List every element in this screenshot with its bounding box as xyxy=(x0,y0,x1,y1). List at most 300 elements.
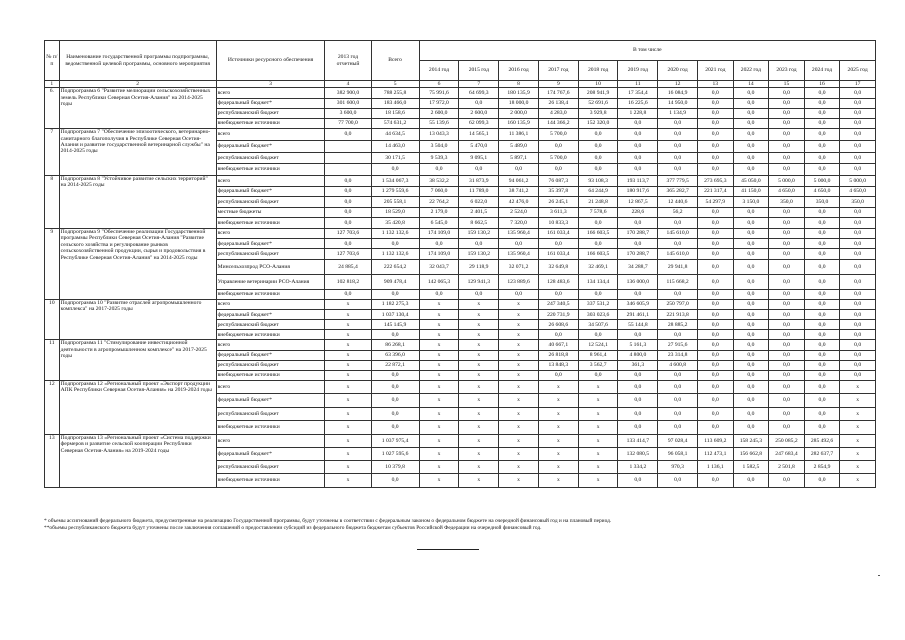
amount-cell: 123 889,6 xyxy=(499,274,539,289)
amount-cell: x xyxy=(419,330,459,340)
amount-cell: 1 132 132,6 xyxy=(371,228,419,238)
amount-cell: x xyxy=(538,448,578,461)
amount-cell: 1 334,2 xyxy=(618,461,658,474)
amount-cell: 17 972,0 xyxy=(419,98,459,108)
amount-cell: 0,0 xyxy=(804,249,840,259)
funding-source: республиканский бюджет xyxy=(216,320,325,330)
amount-cell: 0,0 xyxy=(769,274,805,289)
amount-cell: 0,0 xyxy=(618,394,658,408)
amount-cell: x xyxy=(325,394,371,408)
amount-cell: 0,0 xyxy=(658,474,698,487)
program-number: 6. xyxy=(45,88,60,129)
amount-cell: x xyxy=(538,407,578,421)
funding-source: внебюджетные источники xyxy=(216,218,325,229)
amount-cell: x xyxy=(325,370,371,380)
amount-cell: 0,0 xyxy=(733,88,769,98)
amount-cell: x xyxy=(578,421,618,435)
amount-cell: 0,0 xyxy=(733,320,769,330)
amount-cell: 156 662,8 xyxy=(733,448,769,461)
amount-cell: 0,0 xyxy=(733,360,769,370)
amount-cell: 0,0 xyxy=(618,407,658,421)
amount-cell: 250 085,2 xyxy=(769,434,805,447)
amount-cell: 282 637,7 xyxy=(804,448,840,461)
amount-cell: 2 179,0 xyxy=(419,207,459,218)
amount-cell: 0,0 xyxy=(804,228,840,238)
amount-cell: x xyxy=(538,421,578,435)
amount-cell: 361,3 xyxy=(618,360,658,370)
program-number: 7 xyxy=(45,129,60,176)
amount-cell: 7 060,0 xyxy=(419,186,459,197)
amount-cell: 113 609,2 xyxy=(698,434,734,447)
amount-cell: 0,0 xyxy=(804,207,840,218)
amount-cell: x xyxy=(325,421,371,435)
amount-cell: 0,0 xyxy=(578,370,618,380)
amount-cell: 9 095,1 xyxy=(459,152,499,164)
header-program-name: Наименование государственной программы подпрограммы, ведомственной целевой программы, основного мероприятия xyxy=(59,41,216,81)
amount-cell: x xyxy=(419,360,459,370)
program-name: Подпрограмма 9 "Обеспечение реализации Государственной программы Республики Северная Осетия-Алания "Развитие сельского хозяйства и регулирование рынков сельскохозяйственной продукции, сырья и продовольствия в Республике Северная Осетия-Алания" на 2014-2025 годы xyxy=(59,228,216,299)
amount-cell: 5 489,0 xyxy=(499,140,539,152)
amount-cell: 180 135,9 xyxy=(499,88,539,98)
budget-table xyxy=(44,40,876,488)
header-total: Всего xyxy=(371,41,419,81)
amount-cell: 0,0 xyxy=(419,164,459,176)
amount-cell: 3 600,0 xyxy=(325,108,371,118)
amount-cell: 32 649,8 xyxy=(538,259,578,274)
amount-cell: 0,0 xyxy=(698,370,734,380)
amount-cell: x xyxy=(578,474,618,487)
amount-cell: 26 245,1 xyxy=(538,197,578,208)
amount-cell: 0,0 xyxy=(769,88,805,98)
amount-cell: 0,0 xyxy=(804,360,840,370)
amount-cell: 0,0 xyxy=(371,394,419,408)
amount-cell: 0,0 xyxy=(538,164,578,176)
amount-cell: 174 109,0 xyxy=(419,249,459,259)
funding-source: Минсельхозпрод РСО-Алания xyxy=(216,259,325,274)
amount-cell: 0,0 xyxy=(371,164,419,176)
funding-source: всего xyxy=(216,340,325,350)
amount-cell: 0,0 xyxy=(733,118,769,128)
amount-cell: 0,0 xyxy=(769,207,805,218)
amount-cell: 0,0 xyxy=(733,330,769,340)
amount-cell: 52 691,6 xyxy=(578,98,618,108)
amount-cell: 135 960,4 xyxy=(499,249,539,259)
amount-cell: 0,0 xyxy=(698,98,734,108)
amount-cell: 4 283,0 xyxy=(538,108,578,118)
column-index: 9 xyxy=(538,81,578,88)
amount-cell: 0,0 xyxy=(658,152,698,164)
amount-cell: 1 132 132,6 xyxy=(371,249,419,259)
amount-cell: 0,0 xyxy=(325,197,371,208)
amount-cell: 2 401,5 xyxy=(459,207,499,218)
amount-cell: 0,0 xyxy=(733,274,769,289)
amount-cell: 0,0 xyxy=(733,164,769,176)
column-index: 3 xyxy=(216,81,325,88)
amount-cell: 30 171,5 xyxy=(371,152,419,164)
amount-cell: 136 000,0 xyxy=(618,274,658,289)
amount-cell: 0,0 xyxy=(459,98,499,108)
amount-cell: 127 703,6 xyxy=(325,249,371,259)
amount-cell: x xyxy=(419,448,459,461)
column-index: 7 xyxy=(459,81,499,88)
amount-cell: x xyxy=(419,340,459,350)
amount-cell: 29 118,9 xyxy=(459,259,499,274)
amount-cell: 0,0 xyxy=(840,350,876,360)
amount-cell: 145 610,0 xyxy=(658,228,698,238)
amount-cell: 0,0 xyxy=(804,289,840,299)
amount-cell: 45 050,0 xyxy=(733,175,769,186)
amount-cell: 0,0 xyxy=(618,218,658,229)
amount-cell: 0,0 xyxy=(698,249,734,259)
amount-cell: x xyxy=(325,330,371,340)
amount-cell: 0,0 xyxy=(840,228,876,238)
amount-cell: 228,6 xyxy=(618,207,658,218)
amount-cell: 0,0 xyxy=(804,98,840,108)
amount-cell: 0,0 xyxy=(459,164,499,176)
amount-cell: x xyxy=(499,394,539,408)
amount-cell: x xyxy=(419,434,459,447)
budget-table-sheet xyxy=(44,40,876,488)
amount-cell: x xyxy=(499,461,539,474)
funding-source: федеральный бюджет* xyxy=(216,394,325,408)
amount-cell: x xyxy=(499,380,539,394)
amount-cell: x xyxy=(459,320,499,330)
funding-source: федеральный бюджет* xyxy=(216,239,325,249)
amount-cell: 0,0 xyxy=(618,370,658,380)
amount-cell: 13 043,3 xyxy=(419,129,459,141)
amount-cell: 0,0 xyxy=(698,140,734,152)
amount-cell: x xyxy=(499,340,539,350)
amount-cell: 0,0 xyxy=(325,239,371,249)
amount-cell: 0,0 xyxy=(499,239,539,249)
funding-source: федеральный бюджет* xyxy=(216,140,325,152)
amount-cell: 0,0 xyxy=(578,330,618,340)
amount-cell: 55 139,6 xyxy=(419,118,459,128)
amount-cell: 0,0 xyxy=(578,140,618,152)
amount-cell: 0,0 xyxy=(733,310,769,320)
amount-cell: 86 268,1 xyxy=(371,340,419,350)
amount-cell: 5 161,3 xyxy=(618,340,658,350)
amount-cell: 96 058,1 xyxy=(658,448,698,461)
amount-cell: 5 000,0 xyxy=(804,175,840,186)
amount-cell: x xyxy=(419,461,459,474)
amount-cell: x xyxy=(459,340,499,350)
amount-cell: x xyxy=(499,370,539,380)
funding-source: республиканский бюджет xyxy=(216,461,325,474)
amount-cell: 44 634,5 xyxy=(371,129,419,141)
amount-cell: 0,0 xyxy=(840,164,876,176)
amount-cell: 350,0 xyxy=(840,197,876,208)
amount-cell: x xyxy=(325,360,371,370)
amount-cell: 0,0 xyxy=(804,129,840,141)
amount-cell: x xyxy=(499,320,539,330)
amount-cell: 0,0 xyxy=(618,239,658,249)
amount-cell: 0,0 xyxy=(538,239,578,249)
amount-cell: 174 109,0 xyxy=(419,228,459,238)
amount-cell: x xyxy=(538,434,578,447)
header-year: 2017 год xyxy=(538,61,578,81)
amount-cell: 18 529,0 xyxy=(371,207,419,218)
amount-cell: 788 255,8 xyxy=(371,88,419,98)
amount-cell: 13 848,3 xyxy=(538,360,578,370)
amount-cell: 28 885,2 xyxy=(658,320,698,330)
amount-cell: 97 028,4 xyxy=(658,434,698,447)
amount-cell: 0,0 xyxy=(618,140,658,152)
amount-cell: 0,0 xyxy=(804,140,840,152)
amount-cell: 7 320,0 xyxy=(499,218,539,229)
amount-cell: x xyxy=(499,421,539,435)
amount-cell: 2 000,0 xyxy=(499,108,539,118)
amount-cell: x xyxy=(578,448,618,461)
amount-cell: 2 600,0 xyxy=(419,108,459,118)
amount-cell: x xyxy=(578,394,618,408)
amount-cell: 56,2 xyxy=(658,207,698,218)
table-row xyxy=(45,380,876,394)
amount-cell: 5 000,0 xyxy=(769,175,805,186)
amount-cell: x xyxy=(459,370,499,380)
amount-cell: 0,0 xyxy=(840,140,876,152)
amount-cell: 27 915,6 xyxy=(658,340,698,350)
amount-cell: 0,0 xyxy=(840,129,876,141)
amount-cell: 26 608,6 xyxy=(538,320,578,330)
amount-cell: 183 466,0 xyxy=(371,98,419,108)
amount-cell: 93 108,3 xyxy=(578,175,618,186)
funding-source: всего xyxy=(216,228,325,238)
header-year: 2019 год xyxy=(618,61,658,81)
amount-cell: 0,0 xyxy=(658,370,698,380)
funding-source: всего xyxy=(216,88,325,98)
amount-cell: x xyxy=(578,461,618,474)
amount-cell: 0,0 xyxy=(459,239,499,249)
column-index: 4 xyxy=(325,81,371,88)
program-number: 11 xyxy=(45,340,60,380)
amount-cell: x xyxy=(459,421,499,435)
amount-cell: x xyxy=(419,350,459,360)
amount-cell: x xyxy=(419,310,459,320)
amount-cell: x xyxy=(499,310,539,320)
program-name: Подпрограмма 13 «Региональный проект «Система поддержки фермеров и развитие сельской кооперации Республики Северная Осетия-Алания» на 2019-2024 годы xyxy=(59,434,216,487)
amount-cell: 0,0 xyxy=(769,320,805,330)
amount-cell: 8 961,4 xyxy=(578,350,618,360)
amount-cell: 4 650,0 xyxy=(840,186,876,197)
amount-cell: 0,0 xyxy=(733,394,769,408)
amount-cell: 17 354,4 xyxy=(618,88,658,98)
header-year: 2016 год xyxy=(499,61,539,81)
amount-cell: x xyxy=(325,310,371,320)
column-index: 13 xyxy=(698,81,734,88)
amount-cell: 0,0 xyxy=(698,340,734,350)
amount-cell: 0,0 xyxy=(840,152,876,164)
amount-cell: 38 532,2 xyxy=(419,175,459,186)
amount-cell: 115 668,2 xyxy=(658,274,698,289)
amount-cell: 0,0 xyxy=(325,218,371,229)
amount-cell: 0,0 xyxy=(804,474,840,487)
amount-cell: 193 113,7 xyxy=(618,175,658,186)
amount-cell: 0,0 xyxy=(840,88,876,98)
amount-cell: 22 872,1 xyxy=(371,360,419,370)
amount-cell: 0,0 xyxy=(840,274,876,289)
amount-cell: 134 134,4 xyxy=(578,274,618,289)
amount-cell: x xyxy=(459,380,499,394)
amount-cell: 0,0 xyxy=(769,98,805,108)
amount-cell: 12 440,6 xyxy=(658,197,698,208)
amount-cell: 12 524,1 xyxy=(578,340,618,350)
amount-cell: 12 867,5 xyxy=(618,197,658,208)
amount-cell: 14 950,0 xyxy=(658,98,698,108)
amount-cell: 18 000,0 xyxy=(499,98,539,108)
table-row xyxy=(45,175,876,186)
amount-cell: 5 897,1 xyxy=(499,152,539,164)
table-row xyxy=(45,340,876,350)
amount-cell: 0,0 xyxy=(698,164,734,176)
amount-cell: 0,0 xyxy=(538,289,578,299)
amount-cell: 0,0 xyxy=(840,300,876,310)
amount-cell: 159 130,2 xyxy=(459,228,499,238)
amount-cell: 0,0 xyxy=(804,421,840,435)
amount-cell: x xyxy=(499,407,539,421)
amount-cell: 29 941,8 xyxy=(658,259,698,274)
amount-cell: 1 582,5 xyxy=(733,461,769,474)
amount-cell: 26 138,4 xyxy=(538,98,578,108)
amount-cell: x xyxy=(499,448,539,461)
amount-cell: 0,0 xyxy=(769,300,805,310)
column-index: 2 xyxy=(59,81,216,88)
amount-cell: 0,0 xyxy=(840,370,876,380)
amount-cell: x xyxy=(459,474,499,487)
amount-cell: 350,0 xyxy=(769,197,805,208)
program-number: 13 xyxy=(45,434,60,487)
amount-cell: 0,0 xyxy=(578,289,618,299)
amount-cell: 0,0 xyxy=(578,239,618,249)
amount-cell: 0,0 xyxy=(804,108,840,118)
amount-cell: 0,0 xyxy=(618,118,658,128)
footnotes xyxy=(44,518,876,532)
amount-cell: 0,0 xyxy=(769,164,805,176)
amount-cell: 0,0 xyxy=(658,129,698,141)
header-year: 2022 год xyxy=(733,61,769,81)
amount-cell: 4 600,8 xyxy=(658,360,698,370)
amount-cell: 129 941,3 xyxy=(459,274,499,289)
amount-cell: 135 960,4 xyxy=(499,228,539,238)
amount-cell: 1 534 067,3 xyxy=(371,175,419,186)
amount-cell: x xyxy=(578,434,618,447)
amount-cell: 0,0 xyxy=(371,239,419,249)
amount-cell: 18 158,6 xyxy=(371,108,419,118)
amount-cell: 0,0 xyxy=(804,88,840,98)
amount-cell: 0,0 xyxy=(769,394,805,408)
amount-cell: 166 603,5 xyxy=(578,228,618,238)
amount-cell: 0,0 xyxy=(698,320,734,330)
amount-cell: 0,0 xyxy=(618,330,658,340)
program-name: Подпрограмма 7 "Обеспечение эпизоотического, ветеринарно-санитарного благополучия в Республике Северная Осетия-Алания и развитие государственной ветеринарной службы" на 2014-2025 годы xyxy=(59,129,216,176)
amount-cell: 0,0 xyxy=(658,421,698,435)
amount-cell: 4 650,0 xyxy=(804,186,840,197)
amount-cell: 0,0 xyxy=(804,330,840,340)
amount-cell: 0,0 xyxy=(733,140,769,152)
amount-cell: 0,0 xyxy=(804,380,840,394)
amount-cell: 0,0 xyxy=(371,370,419,380)
amount-cell: 0,0 xyxy=(769,140,805,152)
funding-source: внебюджетные источники xyxy=(216,370,325,380)
amount-cell: 0,0 xyxy=(804,152,840,164)
amount-cell: 14 463,0 xyxy=(371,140,419,152)
amount-cell: 2 854,9 xyxy=(804,461,840,474)
amount-cell: 0,0 xyxy=(698,310,734,320)
amount-cell: 0,0 xyxy=(698,129,734,141)
header-number: № п/п xyxy=(45,41,60,81)
amount-cell: 0,0 xyxy=(499,164,539,176)
amount-cell: 1 134,9 xyxy=(658,108,698,118)
program-number: 12 xyxy=(45,380,60,434)
amount-cell: 220 731,9 xyxy=(538,310,578,320)
amount-cell: 0,0 xyxy=(618,152,658,164)
program-number: 10 xyxy=(45,300,60,340)
amount-cell: 346 605,9 xyxy=(618,300,658,310)
amount-cell: 77 700,0 xyxy=(325,118,371,128)
amount-cell: x xyxy=(325,300,371,310)
amount-cell: 35 397,8 xyxy=(538,186,578,197)
amount-cell: 0,0 xyxy=(658,380,698,394)
amount-cell: 0,0 xyxy=(578,152,618,164)
program-name: Подпрограмма 8 "Устойчивое развитие сельских территорий" на 2014-2025 годы xyxy=(59,175,216,228)
amount-cell: 0,0 xyxy=(419,289,459,299)
amount-cell: 0,0 xyxy=(733,207,769,218)
amount-cell: 221 913,8 xyxy=(658,310,698,320)
amount-cell: 0,0 xyxy=(618,129,658,141)
header-2013: 2013 год отчетный xyxy=(325,41,371,81)
amount-cell: x xyxy=(459,310,499,320)
amount-cell: 0,0 xyxy=(840,108,876,118)
amount-cell: 31 873,9 xyxy=(459,175,499,186)
amount-cell: 0,0 xyxy=(658,164,698,176)
column-index: 15 xyxy=(769,81,805,88)
amount-cell: 160 135,9 xyxy=(499,118,539,128)
amount-cell: 0,0 xyxy=(769,152,805,164)
amount-cell: x xyxy=(325,407,371,421)
header-source: Источники ресурсного обеспечения xyxy=(216,41,325,81)
amount-cell: x xyxy=(578,407,618,421)
amount-cell: 0,0 xyxy=(733,289,769,299)
amount-cell: 0,0 xyxy=(804,350,840,360)
amount-cell: 250 797,0 xyxy=(658,300,698,310)
funding-source: федеральный бюджет* xyxy=(216,98,325,108)
amount-cell: x xyxy=(459,360,499,370)
amount-cell: 0,0 xyxy=(840,98,876,108)
amount-cell: 32 043,7 xyxy=(419,259,459,274)
amount-cell: 0,0 xyxy=(618,289,658,299)
header-year: 2024 год xyxy=(804,61,840,81)
program-name: Подпрограмма 6 "Развитие мелиорации сельскохозяйственных земель Республики Северная Осетия-Алания" на 2014-2025 годы xyxy=(59,88,216,129)
funding-source: республиканский бюджет xyxy=(216,407,325,421)
amount-cell: 0,0 xyxy=(371,380,419,394)
amount-cell: 0,0 xyxy=(538,370,578,380)
funding-source: федеральный бюджет* xyxy=(216,310,325,320)
amount-cell: x xyxy=(419,380,459,394)
amount-cell: 34 288,7 xyxy=(618,259,658,274)
amount-cell: 16 225,6 xyxy=(618,98,658,108)
amount-cell: 5 700,0 xyxy=(538,152,578,164)
amount-cell: 574 631,2 xyxy=(371,118,419,128)
amount-cell: 24 885,4 xyxy=(325,259,371,274)
funding-source: республиканский бюджет xyxy=(216,108,325,118)
amount-cell: x xyxy=(325,461,371,474)
amount-cell: 0,0 xyxy=(769,350,805,360)
amount-cell: 0,0 xyxy=(325,207,371,218)
amount-cell: 11 789,0 xyxy=(459,186,499,197)
amount-cell: 0,0 xyxy=(698,300,734,310)
amount-cell: x xyxy=(419,394,459,408)
amount-cell: 208 941,9 xyxy=(578,88,618,98)
